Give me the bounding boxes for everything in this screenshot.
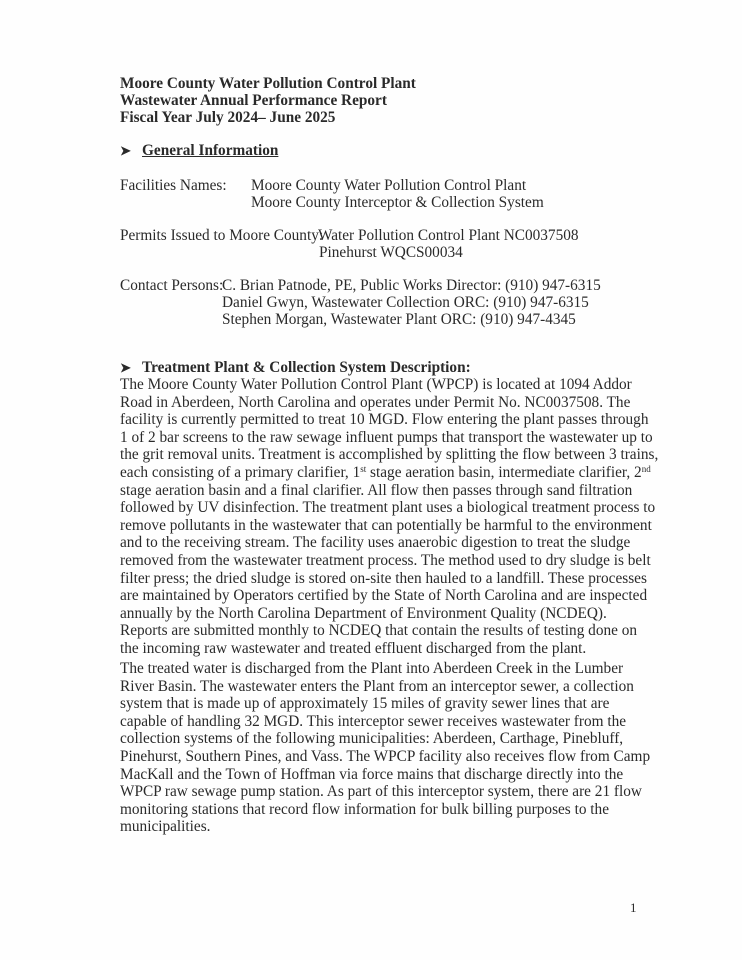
paragraph-line: [120, 464, 680, 482]
paragraph-line: municipalities.: [120, 818, 211, 836]
permit-entry: Pinehurst WQCS00034: [319, 244, 463, 261]
page-number: 1: [630, 900, 637, 915]
report-title-line-1: Moore County Water Pollution Control Plant: [120, 75, 416, 92]
general-information-heading-text: General Information: [142, 142, 279, 159]
description-paragraph-1: [120, 376, 680, 658]
description-heading: [120, 359, 471, 376]
contact-person: Daniel Gwyn, Wastewater Collection ORC: (910) 947-6315: [222, 294, 589, 311]
contact-person: C. Brian Patnode, PE, Public Works Director: (910) 947-6315: [222, 277, 601, 294]
paragraph-line: Pinehurst, Southern Pines, and Vass. The WPCP facility also receives flow from Camp: [120, 747, 651, 765]
paragraph-line: MacKall and the Town of Hoffman via force mains that discharge directly into the: [120, 765, 624, 783]
ordinal-superscript: nd: [641, 463, 651, 474]
paragraph-line: the grit removal units. Treatment is accomplished by splitting the flow between 3 trains,: [120, 446, 659, 464]
line-text: stage aeration basin, intermediate clarifier, 2: [366, 463, 642, 481]
report-title-line-2: Wastewater Annual Performance Report: [120, 92, 387, 109]
paragraph-line: followed by UV disinfection. The treatment plant uses a biological treatment process to: [120, 499, 656, 517]
paragraph-line: The treated water is discharged from the Plant into Aberdeen Creek in the Lumber: [120, 660, 624, 677]
paragraph-line: Reports are submitted monthly to NCDEQ that contain the results of testing done on: [120, 622, 638, 640]
description-paragraph-2: [120, 660, 680, 836]
paragraph-line: 1 of 2 bar screens to the raw sewage influent pumps that transport the wastewater up to: [120, 428, 653, 446]
description-heading-text: Treatment Plant & Collection System Description:: [142, 359, 471, 376]
paragraph-line: WPCP raw sewage pump station. As part of this interceptor system, there are 21 flow: [120, 783, 642, 801]
arrow-bullet-icon: ➤: [120, 143, 131, 158]
paragraph-line: filter press; the dried sludge is stored on-site then hauled to a landfill. These processes: [120, 569, 647, 587]
arrow-bullet-icon: ➤: [120, 360, 131, 375]
permit-entry: Water Pollution Control Plant NC0037508: [318, 227, 579, 244]
report-title-line-3: Fiscal Year July 2024– June 2025: [120, 109, 336, 126]
facility-name: Moore County Interceptor & Collection System: [251, 194, 544, 211]
paragraph-line: annually by the North Carolina Department of Environment Quality (NCDEQ).: [120, 604, 607, 622]
paragraph-line: stage aeration basin and a final clarifier. All flow then passes through sand filtration: [120, 481, 633, 499]
contacts-label: Contact Persons:: [120, 277, 224, 294]
paragraph-line: and to the receiving stream. The facility uses anaerobic digestion to treat the sludge: [120, 534, 631, 552]
paragraph-line: removed from the wastewater treatment process. The method used to dry sludge is belt: [120, 551, 651, 569]
permits-label: Permits Issued to Moore County:: [120, 227, 324, 244]
paragraph-line: the incoming raw wastewater and treated effluent discharged from the plant.: [120, 639, 587, 657]
paragraph-line: collection systems of the following municipalities: Aberdeen, Carthage, Pinebluff,: [120, 730, 624, 748]
paragraph-line: The Moore County Water Pollution Control Plant (WPCP) is located at 1094 Addor: [120, 376, 632, 393]
paragraph-line: remove pollutants in the wastewater that can potentially be harmful to the environment: [120, 516, 652, 534]
paragraph-line: are maintained by Operators certified by the State of North Carolina and are inspected: [120, 587, 648, 605]
paragraph-line: facility is currently permitted to treat 10 MGD. Flow entering the plant passes through: [120, 411, 649, 429]
ordinal-superscript: st: [360, 463, 367, 474]
paragraph-line: Road in Aberdeen, North Carolina and operates under Permit No. NC0037508. The: [120, 393, 631, 411]
paragraph-line: monitoring stations that record flow information for bulk billing purposes to the: [120, 800, 609, 818]
general-information-heading: [120, 142, 278, 159]
contact-person: Stephen Morgan, Wastewater Plant ORC: (910) 947-4345: [222, 311, 576, 328]
facilities-label: Facilities Names:: [120, 177, 227, 194]
line-text: each consisting of a primary clarifier, 1: [120, 463, 361, 481]
paragraph-line: River Basin. The wastewater enters the Plant from an interceptor sewer, a collection: [120, 677, 634, 695]
paragraph-line: system that is made up of approximately 15 miles of gravity sewer lines that are: [120, 695, 610, 713]
facility-name: Moore County Water Pollution Control Plant: [251, 177, 527, 194]
paragraph-line: capable of handling 32 MGD. This interceptor sewer receives wastewater from the: [120, 712, 627, 730]
